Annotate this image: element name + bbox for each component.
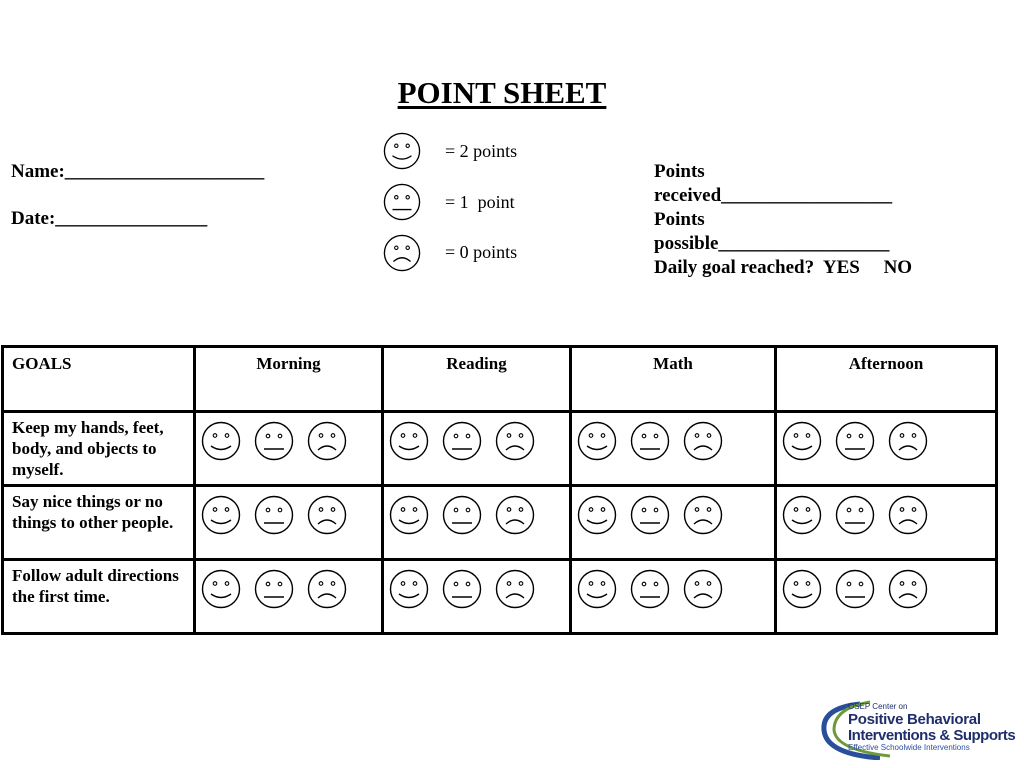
neutral-face-icon[interactable]: [442, 421, 482, 461]
table-row: [3, 560, 997, 634]
pbis-logo: [820, 700, 1020, 760]
rating-cell-reading: [383, 560, 571, 634]
legend-label-2-points: = 2 points: [445, 141, 518, 161]
neutral-face-icon[interactable]: [835, 569, 875, 609]
happy-face-icon[interactable]: [201, 421, 241, 461]
happy-face-icon: [383, 132, 421, 170]
rating-cell-reading: [383, 412, 571, 486]
legend-label-0-points: = 0 points: [445, 242, 518, 262]
rating-cell-reading: [383, 486, 571, 560]
sad-face-icon[interactable]: [495, 421, 535, 461]
rating-cell-afternoon: [776, 486, 997, 560]
points-received-field: Points received__________________: [654, 161, 893, 206]
daily-goal-question: Daily goal reached? YES NO: [654, 257, 913, 278]
rating-cell-morning: [195, 486, 383, 560]
neutral-face-icon[interactable]: [630, 421, 670, 461]
sad-face-icon[interactable]: [888, 421, 928, 461]
happy-face-icon[interactable]: [782, 421, 822, 461]
neutral-face-icon[interactable]: [254, 569, 294, 609]
happy-face-icon[interactable]: [782, 495, 822, 535]
column-header-goals: GOALS: [3, 347, 195, 412]
rating-cell-afternoon: [776, 560, 997, 634]
neutral-face-icon[interactable]: [835, 421, 875, 461]
sad-face-icon: [383, 234, 421, 272]
goal-text: Follow adult directions the first time.: [3, 560, 195, 634]
happy-face-icon[interactable]: [389, 421, 429, 461]
happy-face-icon[interactable]: [201, 495, 241, 535]
sad-face-icon[interactable]: [307, 421, 347, 461]
logo-line-2: Positive Behavioral: [848, 711, 981, 728]
happy-face-icon[interactable]: [577, 421, 617, 461]
sad-face-icon[interactable]: [683, 569, 723, 609]
sad-face-icon[interactable]: [307, 569, 347, 609]
neutral-face-icon[interactable]: [442, 495, 482, 535]
column-header-afternoon: Afternoon: [776, 347, 997, 412]
happy-face-icon[interactable]: [782, 569, 822, 609]
sad-face-icon[interactable]: [888, 569, 928, 609]
table-header-row: [3, 347, 997, 412]
table-row: [3, 412, 997, 486]
happy-face-icon[interactable]: [577, 569, 617, 609]
rating-cell-math: [571, 412, 776, 486]
sad-face-icon[interactable]: [683, 495, 723, 535]
logo-line-1: OSEP Center on: [848, 702, 908, 711]
column-header-reading: Reading: [383, 347, 571, 412]
legend-label-1-point: = 1 point: [445, 192, 515, 212]
happy-face-icon[interactable]: [389, 569, 429, 609]
sad-face-icon[interactable]: [495, 569, 535, 609]
goal-text: Say nice things or no things to other people.: [3, 486, 195, 560]
neutral-face-icon[interactable]: [630, 495, 670, 535]
page-title: POINT SHEET: [397, 75, 607, 110]
date-field: Date:________________: [11, 208, 208, 229]
neutral-face-icon[interactable]: [442, 569, 482, 609]
neutral-face-icon[interactable]: [630, 569, 670, 609]
neutral-face-icon[interactable]: [254, 421, 294, 461]
sad-face-icon[interactable]: [495, 495, 535, 535]
happy-face-icon[interactable]: [201, 569, 241, 609]
logo-line-3: Interventions & Supports: [848, 727, 1016, 744]
goal-text: Keep my hands, feet, body, and objects to myself.: [3, 412, 195, 486]
column-header-morning: Morning: [195, 347, 383, 412]
sad-face-icon[interactable]: [888, 495, 928, 535]
sad-face-icon[interactable]: [307, 495, 347, 535]
happy-face-icon[interactable]: [389, 495, 429, 535]
logo-line-4: Effective Schoolwide Interventions: [848, 743, 970, 752]
sad-face-icon[interactable]: [683, 421, 723, 461]
rating-cell-morning: [195, 560, 383, 634]
neutral-face-icon[interactable]: [835, 495, 875, 535]
rating-cell-morning: [195, 412, 383, 486]
points-possible-field: Points possible__________________: [654, 209, 890, 254]
neutral-face-icon[interactable]: [254, 495, 294, 535]
neutral-face-icon: [383, 183, 421, 221]
happy-face-icon[interactable]: [577, 495, 617, 535]
goals-table: [1, 345, 998, 635]
points-summary: [654, 160, 912, 280]
column-header-math: Math: [571, 347, 776, 412]
rating-cell-math: [571, 486, 776, 560]
rating-cell-afternoon: [776, 412, 997, 486]
rating-cell-math: [571, 560, 776, 634]
table-row: [3, 486, 997, 560]
name-field: Name:_____________________: [11, 161, 265, 182]
